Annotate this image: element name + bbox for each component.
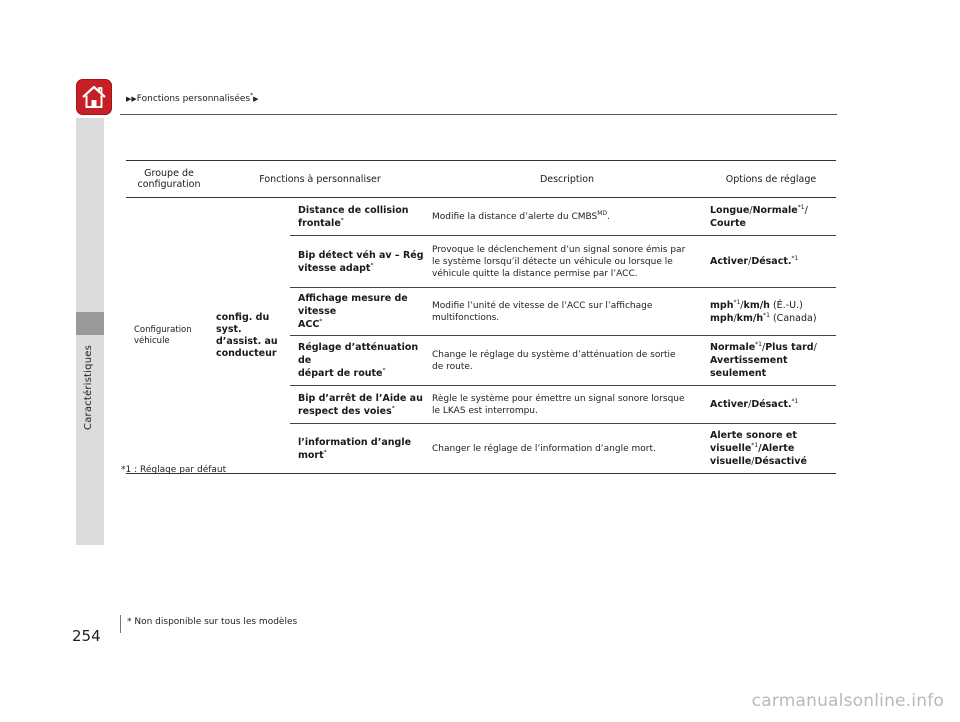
option-sep: /: [804, 204, 808, 216]
description-text: Modifie la distance d’alerte du CMBS: [432, 211, 598, 222]
function-star: *: [391, 404, 395, 412]
group-cell: [126, 198, 212, 474]
subgroup-line4: conducteur: [216, 347, 277, 359]
option-c-line1: Avertissement: [710, 355, 788, 366]
option-sep: /: [748, 399, 752, 410]
footer-divider: [120, 615, 121, 633]
default-sup: *1: [733, 298, 741, 306]
description-line2: multifonctions.: [432, 312, 500, 323]
availability-note: * Non disponible sur tous les modèles: [127, 617, 298, 627]
function-line2: respect des voies: [298, 405, 392, 417]
description-text: Changer le réglage de l’information d’angle mort.: [432, 443, 656, 454]
description-line1: Provoque le déclenchement d’un signal sonore émis par: [432, 244, 686, 255]
options-cell: [706, 336, 836, 386]
subgroup-cell: [212, 198, 290, 474]
description-cell: [428, 336, 706, 386]
subgroup-line2: syst.: [216, 323, 242, 335]
option-a: Activer: [710, 399, 749, 410]
group-line1: Configuration: [134, 324, 192, 335]
region-note: (Canada): [769, 312, 817, 324]
header-divider: [120, 114, 837, 115]
option-c: Courte: [710, 217, 746, 229]
function-star: *: [340, 216, 344, 224]
options-cell: [706, 288, 836, 336]
option-b: Désact.: [751, 399, 792, 410]
default-sup: *1: [791, 254, 799, 262]
option-sep: /: [813, 342, 817, 353]
header-function: Fonctions à personnaliser: [259, 173, 381, 185]
page-number: 254: [72, 627, 101, 645]
options-cell: [706, 386, 836, 424]
function-line1: Bip d’arrêt de l’Aide au: [298, 392, 423, 404]
default-sup: *1: [755, 340, 762, 348]
function-line1: Bip détect véh av – Rég: [298, 249, 424, 261]
breadcrumb-label: Fonctions personnalisées: [136, 94, 251, 104]
description-line1: Modifie l’unité de vitesse de l’ACC sur l’affichage: [432, 300, 653, 311]
function-star: *: [382, 366, 386, 374]
side-tab-active[interactable]: [76, 312, 104, 335]
default-sup: *1: [763, 311, 770, 319]
option-line3b: Désactivé: [754, 456, 807, 467]
description-line3: véhicule quitte la distance permise par l’ACC.: [432, 268, 638, 279]
function-line1: l’information d’angle mort: [298, 436, 412, 461]
trademark-sup: MD: [597, 209, 608, 217]
option-sep: /: [748, 256, 752, 267]
function-line2: frontale: [298, 217, 341, 229]
description-cell: [428, 198, 706, 236]
function-line1: Distance de collision: [298, 204, 409, 216]
option-b: Plus tard: [765, 342, 814, 353]
function-line2: vitesse adapt: [298, 262, 371, 274]
breadcrumb-arrow-icon: ▶: [253, 95, 259, 103]
settings-table: [126, 160, 836, 474]
option-line1: Alerte sonore et: [710, 430, 797, 441]
option-a: Normale: [710, 342, 756, 353]
option-sep: /: [749, 204, 753, 216]
function-star: *: [323, 448, 327, 456]
function-line2: départ de route: [298, 368, 383, 379]
description-line2: le système lorsqu’il détecte un véhicule ou lorsque le: [432, 256, 673, 267]
function-cell: [290, 424, 428, 474]
option-b: Désact.: [751, 256, 792, 267]
group-line2: véhicule: [134, 335, 170, 346]
function-cell: [290, 288, 428, 336]
options-cell: [706, 198, 836, 236]
option-a: mph: [710, 299, 734, 311]
option-sep: /: [751, 456, 755, 467]
default-sup: *1: [797, 203, 805, 211]
option-b: km/h: [743, 299, 770, 311]
subgroup-line3: d’assist. au: [216, 335, 278, 347]
option-c: mph: [710, 312, 734, 324]
description-cell: [428, 424, 706, 474]
section-label: Caractéristiques: [83, 345, 94, 430]
options-cell: [706, 424, 836, 474]
options-cell: [706, 236, 836, 288]
option-d: km/h: [736, 312, 764, 324]
function-cell: [290, 386, 428, 424]
description-end: .: [607, 211, 610, 222]
breadcrumb[interactable]: [126, 94, 259, 104]
header-group: [126, 161, 212, 198]
table-row: [126, 198, 836, 236]
description-line2: de route.: [432, 361, 473, 372]
home-icon: [80, 83, 108, 111]
header-options: Options de réglage: [725, 173, 817, 185]
option-line3a: visuelle: [710, 456, 752, 467]
description-cell: [428, 236, 706, 288]
description-line2: le LKAS est interrompu.: [432, 405, 538, 416]
option-sep: /: [740, 299, 744, 311]
description-line1: Change le réglage du système d’atténuation de sortie: [432, 349, 676, 360]
option-line2a: visuelle: [710, 443, 752, 454]
function-line2: ACC: [298, 319, 320, 330]
function-cell: [290, 236, 428, 288]
default-sup: *1: [791, 397, 799, 405]
option-a: Activer: [710, 256, 749, 267]
subgroup-line1: config. du: [216, 311, 270, 323]
default-footnote: *1 : Réglage par défaut: [121, 465, 227, 475]
function-star: *: [370, 261, 374, 269]
header-group-line1: Groupe de: [144, 168, 194, 179]
option-c-line2: seulement: [710, 368, 767, 379]
function-line1: Réglage d’atténuation de: [298, 342, 419, 366]
description-cell: [428, 288, 706, 336]
function-line1: Affichage mesure de vitesse: [298, 293, 408, 317]
option-sep: /: [762, 342, 766, 353]
option-line2b: /Alerte: [758, 443, 795, 454]
default-sup: *1: [751, 441, 759, 449]
breadcrumb-arrows-icon: ▶▶: [126, 95, 137, 103]
function-star: *: [319, 317, 323, 325]
breadcrumb-star: *: [250, 92, 254, 99]
option-a: Longue: [710, 204, 750, 216]
option-sep: /: [733, 312, 737, 324]
function-cell: [290, 198, 428, 236]
function-cell: [290, 336, 428, 386]
table-header-row: [126, 161, 836, 198]
region-note: (É.-U.): [769, 299, 803, 311]
header-group-line2: configuration: [137, 179, 201, 190]
description-cell: [428, 386, 706, 424]
description-line1: Règle le système pour émettre un signal sonore lorsque: [432, 393, 685, 404]
watermark: carmanualsonline.info: [751, 691, 944, 711]
header-description: Description: [539, 173, 595, 185]
option-b: Normale: [752, 204, 798, 216]
home-button[interactable]: [76, 79, 112, 115]
